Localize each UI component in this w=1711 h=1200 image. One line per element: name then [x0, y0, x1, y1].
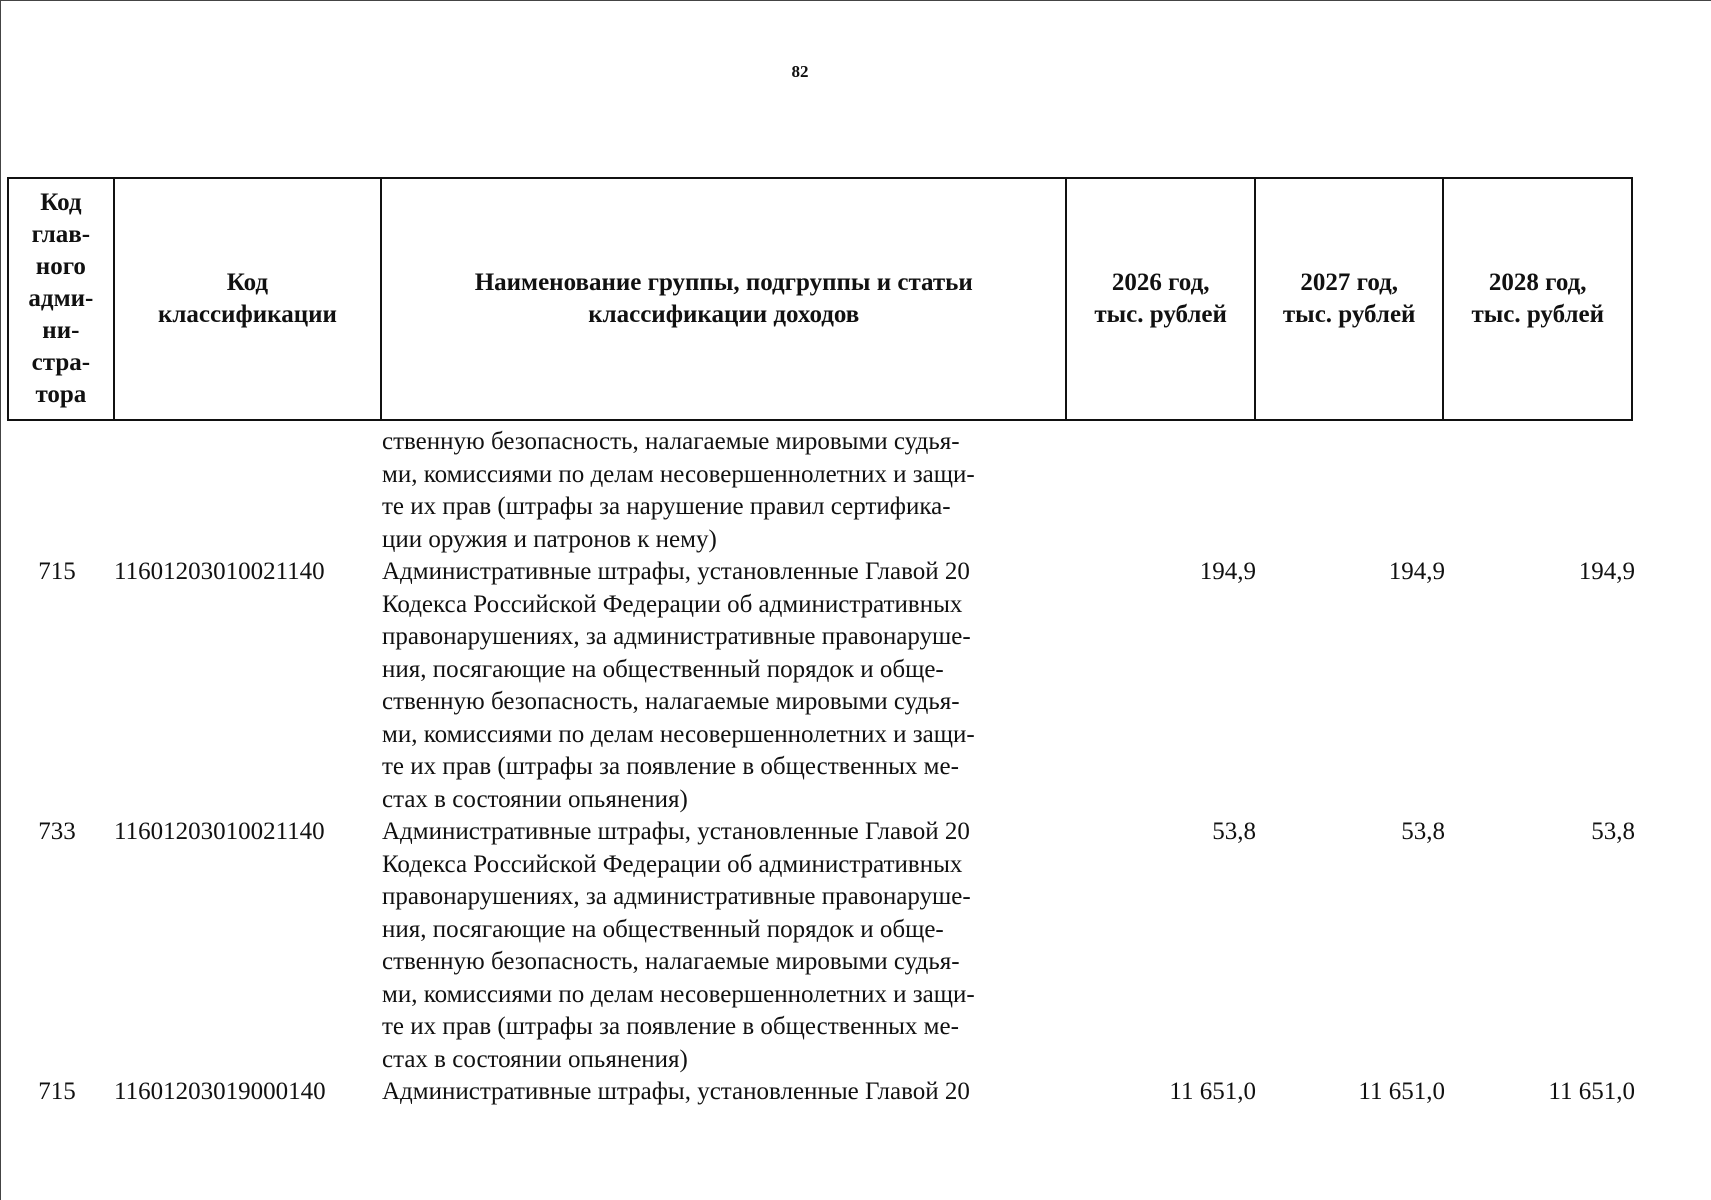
row-classification-code: 11601203019000140 — [114, 1078, 326, 1105]
header-2026-text — [1094, 267, 1227, 331]
header-2028 — [1444, 179, 1631, 419]
page-number: 82 — [791, 62, 809, 81]
text-line: стах в состоянии опьянения) — [382, 785, 688, 813]
row-name — [382, 556, 1072, 816]
continuation-text — [382, 426, 1072, 556]
text-line: Административные штрафы, установленные Главой 20 — [382, 1078, 970, 1105]
text-line: ного — [35, 253, 86, 280]
row-admin-code: 715 — [38, 1078, 76, 1105]
text-line: правонарушениях, за административные правонаруше- — [382, 883, 971, 910]
text-line: ции оружия и патронов к нему) — [382, 525, 717, 553]
page-border-top — [0, 0, 1711, 1]
text-line: ми, комиссиями по делам несовершеннолетних и защи- — [382, 460, 975, 488]
row-value-2027: 11 651,0 — [1358, 1078, 1445, 1105]
header-2027 — [1256, 179, 1445, 419]
header-2027-text — [1283, 267, 1416, 331]
text-line: те их прав (штрафы за появление в общественных ме- — [382, 753, 959, 780]
text-line: правонарушениях, за административные правонаруше- — [382, 623, 971, 650]
table-header — [7, 177, 1633, 421]
text-line: ни- — [42, 317, 80, 344]
text-line: классификации — [157, 301, 337, 328]
header-admin-code — [9, 179, 115, 419]
text-line: ственную безопасность, налагаемые мировыми судья- — [382, 428, 960, 455]
text-line: Административные штрафы, установленные Главой 20 — [382, 558, 970, 585]
row-classification-code: 11601203010021140 — [114, 558, 325, 585]
row-admin-code: 715 — [38, 558, 76, 585]
text-line: 2026 год, — [1111, 269, 1210, 296]
text-line: тыс. рублей — [1471, 301, 1604, 328]
text-line: те их прав (штрафы за появление в общественных ме- — [382, 1013, 959, 1040]
text-line: Наименование группы, подгруппы и статьи — [474, 269, 973, 296]
row-name — [382, 816, 1072, 1076]
row-value-2028: 53,8 — [1591, 818, 1635, 845]
text-line: тыс. рублей — [1094, 301, 1227, 328]
text-line: 2028 год, — [1488, 269, 1587, 296]
text-line: ми, комиссиями по делам несовершеннолетних и защи- — [382, 720, 975, 748]
row-admin-code: 733 — [38, 818, 76, 845]
header-2028-text — [1471, 267, 1604, 331]
row-value-2027: 194,9 — [1388, 558, 1445, 585]
text-line: ственную безопасность, налагаемые мировыми судья- — [382, 688, 960, 715]
text-line: ми, комиссиями по делам несовершеннолетних и защи- — [382, 980, 975, 1008]
text-line: классификации доходов — [588, 301, 860, 328]
row-value-2026: 11 651,0 — [1169, 1078, 1256, 1105]
text-line: ния, посягающие на общественный порядок и обще- — [382, 655, 944, 683]
text-line: ния, посягающие на общественный порядок и обще- — [382, 915, 944, 943]
text-line: Кодекса Российской Федерации об административных — [382, 590, 963, 618]
row-classification-code: 11601203010021140 — [114, 818, 325, 845]
text-line: Код — [40, 189, 82, 216]
header-admin-code-text — [28, 187, 93, 411]
text-line: тыс. рублей — [1282, 301, 1416, 328]
text-line: 2027 год, — [1300, 269, 1398, 296]
header-classification-code-text — [158, 267, 337, 331]
text-line: Кодекса Российской Федерации об административных — [382, 850, 963, 878]
text-line: ственную безопасность, налагаемые мировыми судья- — [382, 948, 960, 975]
row-value-2026: 53,8 — [1212, 818, 1256, 845]
header-name — [382, 179, 1067, 419]
row-value-2026: 194,9 — [1199, 558, 1256, 585]
text-line: глав- — [31, 221, 91, 248]
text-line: Код — [226, 269, 269, 296]
text-line: те их прав (штрафы за нарушение правил сертифика- — [382, 493, 951, 520]
row-value-2028: 11 651,0 — [1548, 1078, 1635, 1105]
text-line: стра- — [31, 349, 91, 376]
text-line: адми- — [28, 285, 94, 312]
row-name — [382, 1076, 1072, 1109]
text-line: Административные штрафы, установленные Главой 20 — [382, 818, 970, 845]
header-name-text — [475, 267, 973, 331]
text-line: стах в состоянии опьянения) — [382, 1045, 688, 1073]
header-classification-code — [115, 179, 382, 419]
header-2026 — [1067, 179, 1256, 419]
row-value-2027: 53,8 — [1401, 818, 1445, 845]
text-line: тора — [35, 381, 87, 408]
row-value-2028: 194,9 — [1578, 558, 1635, 585]
page-border-left — [0, 0, 1, 1200]
